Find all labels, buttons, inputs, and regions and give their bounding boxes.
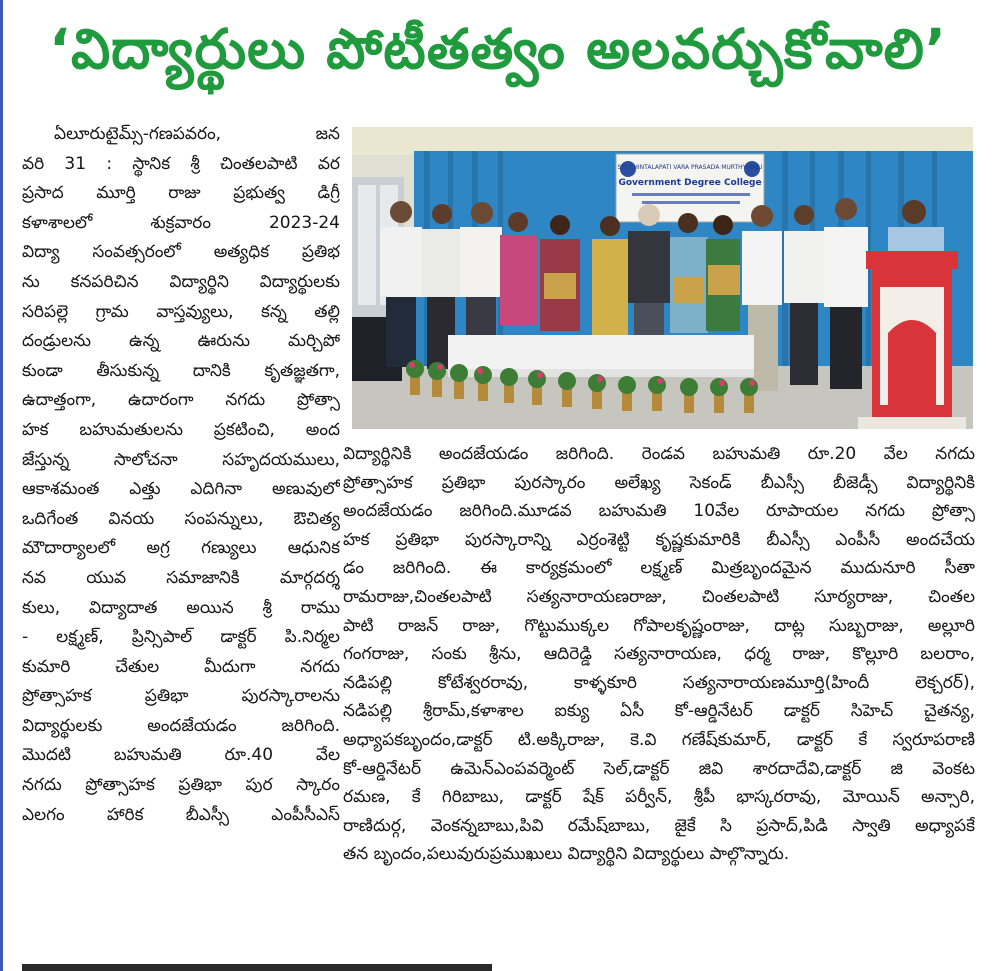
text-line: రామరాజు,చింతలపాటి సత్యనారాయణరాజు, చింతలపాటి సూర్యరాజు, చింతల — [343, 586, 975, 607]
text-line: - లక్ష్మణ్, ప్రిన్సిపాల్ డాక్టర్ పి.నిర్మల — [22, 627, 340, 648]
text-line: అధ్యాపకబృందం,డాక్టర్ టి.అక్కిరాజు, కె.వి గణేష్‌కుమార్, డాక్టర్ కే స్వరూపరాణి — [343, 729, 975, 750]
text-line: ప్రోత్సాహక ప్రతిభా పురస్కారాలను — [22, 686, 340, 707]
text-line: హక బహుమతులను ప్రకటించి, అంద — [22, 419, 340, 440]
text-line: ఉదాత్తంగా, ఉదారంగా నగదు ప్రోత్సా — [22, 390, 340, 411]
text-line: ఆకాశమంత ఎత్తు ఎదిగినా అణువులో — [22, 479, 340, 500]
text-line: కో-ఆర్డినేటర్ ఉమెన్ఎంపవర్మెంట్ సెల్,డాక్టర్ జివి శారదాదేవి,డాక్టర్ జి వెంకట — [343, 758, 975, 779]
text-line: కుండా తీసుకున్న దానికి కృతజ్ఞతగా, — [22, 360, 340, 381]
text-line: ఎలగం హారిక బీఎస్సీ ఎంపీసీఎస్ — [22, 804, 340, 825]
text-line: విద్యా సంవత్సరంలో అత్యధిక ప్రతిభ — [22, 242, 340, 263]
text-line: డం జరిగింది. ఈ కార్యక్రమంలో లక్ష్మణ్ మిత్రబృందమైన ముదునూరి సీతా — [343, 558, 975, 579]
text-line: మొదటి బహుమతి రూ.40 వేల — [22, 745, 340, 766]
text-line: ప్రసాద మూర్తి రాజు ప్రభుత్వ డిగ్రీ — [22, 183, 340, 204]
text-line: అందజేయడం జరిగింది.మూడవ బహుమతి 10వేల రూపాయల నగదు ప్రోత్సా — [343, 501, 975, 522]
banner-line-1: SRI CHINTALAPATI VARA PRASADA MURTHY RAJU — [617, 164, 763, 171]
text-line: నవ యువ సమాజానికి మార్గదర్శ — [22, 567, 340, 588]
text-line: వరి 31 : స్థానిక శ్రీ చింతలపాటి వర — [22, 153, 340, 174]
text-line: రమణ, కే గిరిబాబు, డాక్టర్ షేక్ పర్వీన్, శ్రీపీ భాస్కరరావు, మోయిన్ అన్సారి, — [343, 787, 975, 808]
page-left-edge — [0, 0, 3, 971]
text-line: హక ప్రతిభా పురస్కారాన్ని ఎర్రంశెట్టి కృష్ణకుమారికి బీఎస్సీ ఎంపీసీ అందచేయ — [343, 529, 975, 550]
text-line: ఏలూరుటైమ్స్-గణపవరం, జన — [54, 124, 340, 144]
text-line: జేస్తున్న సాలోచనా సహృదయములు, — [22, 449, 340, 470]
text-line: నడిపల్లి శ్రీరామ్,కళాశాల ఐక్యు ఏసీ కో-ఆర్డినేటర్ డాక్టర్ సిహెచ్ చైతన్య, — [343, 701, 975, 722]
text-line: కుమారి చేతుల మీదుగా నగదు — [22, 656, 340, 677]
text-line: కళాశాలలో శుక్రవారం 2023-24 — [22, 212, 340, 233]
text-line: నడిపల్లి కోటేశ్వరరావు, కాళ్ళకూరి సత్యనారాయణమూర్తి(హిందీ లెక్చరర్), — [343, 672, 975, 693]
text-line: రాణిదుర్గ, వెంకన్నబాబు,పివి రమేష్‌బాబు, జైకే సి ప్రసాద్,పిడి స్వాతి అధ్యాపకే — [343, 815, 975, 836]
text-line: దండ్రులను ఉన్న ఊరును మర్చిపో — [22, 331, 340, 352]
left-text-column — [22, 120, 340, 830]
event-photo — [352, 127, 973, 429]
article-headline: ‘విద్యార్థులు పోటీతత్వం అలవర్చుకోవాలి’ — [49, 17, 947, 81]
text-line: సరిపల్లె గ్రామ వాస్తవ్యులు, కన్న తల్లి — [22, 301, 340, 322]
text-line: తన బృందం,పలువురుప్రముఖులు విద్యార్థిని విద్యార్థులు పాల్గొన్నారు. — [343, 844, 790, 865]
text-line: కులు, విద్యాదాత అయిన శ్రీ రాము — [22, 597, 340, 618]
text-line: ఒదిగేంత వినయ సంపన్నులు, ఔచిత్య — [22, 508, 340, 529]
text-line: ప్రోత్సాహక ప్రతిభా పురస్కారం అలేఖ్య సెకండ్ బీఎస్సీ బీజెడ్సీ విద్యార్థినికి — [343, 472, 975, 493]
text-line: మౌదార్యాలలో అగ్ర గణ్యులు ఆధునిక — [22, 538, 340, 559]
text-line: విద్యార్థినికి అందజేయడం జరిగింది. రెండవ బహుమతి రూ.20 వేల నగదు — [343, 444, 975, 464]
text-line: గంగరాజు, సంకు శ్రీను, ఆదిరెడ్డి సత్యనారాయణ, ధర్మ రాజు, కొల్లూరి బలరాం, — [343, 644, 975, 665]
right-text-column — [343, 440, 975, 869]
banner-line-2: Government Degree College — [618, 178, 762, 188]
column-bottom-rule — [22, 964, 492, 971]
text-line: ను కనపరిచిన విద్యార్థిని విద్యార్థులకు — [22, 271, 340, 292]
text-line: పాటి రాజన్ రాజు, గొట్టుముక్కల గోపాలకృష్ణంరాజు, దాట్ల సుబ్బరాజు, అల్లూరి — [343, 615, 975, 636]
text-line: నగదు ప్రోత్సాహక ప్రతిభా పుర స్కారం — [22, 775, 340, 796]
text-line: విద్యార్థులకు అందజేయడం జరిగింది. — [22, 715, 340, 736]
